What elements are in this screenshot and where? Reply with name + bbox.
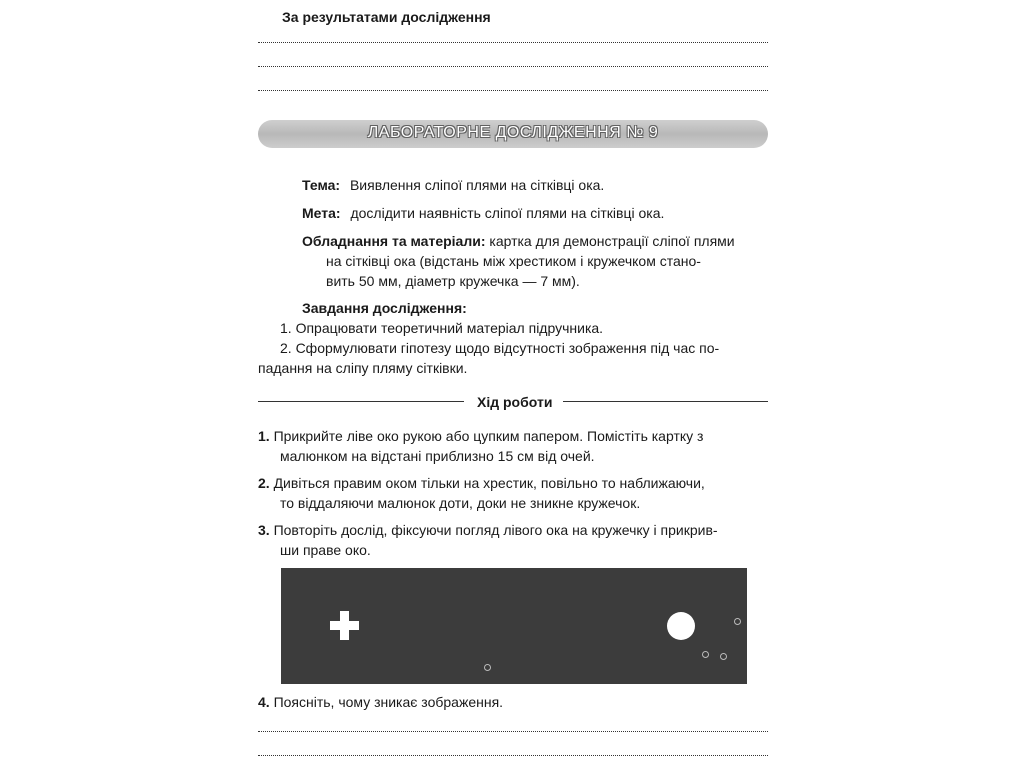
topic-label: Тема:	[302, 177, 341, 193]
step-4	[258, 693, 503, 711]
circle-dot	[667, 612, 695, 640]
procedure-rule-right	[563, 401, 768, 402]
answer-line	[258, 755, 768, 756]
step-1	[258, 427, 703, 445]
goal-text: дослідити наявність сліпої плями на сітківці ока.	[350, 205, 665, 221]
equipment-text-line3: вить 50 мм, діаметр кружечка — 7 мм).	[326, 273, 580, 289]
step-number: 2.	[258, 475, 270, 491]
answer-line	[258, 66, 768, 67]
answer-line	[258, 90, 768, 91]
speck	[734, 618, 741, 625]
answer-line	[258, 42, 768, 43]
equipment-text-line1: картка для демонстрації сліпої плями	[489, 233, 735, 249]
equipment-text-line2: на сітківці ока (відстань між хрестиком і кружечком стано-	[326, 253, 701, 269]
tasks-heading: Завдання дослідження:	[302, 300, 467, 316]
procedure-heading: Хід роботи	[477, 394, 553, 410]
task-item-2-line2: падання на сліпу пляму сітківки.	[258, 360, 468, 376]
equipment-row	[302, 232, 735, 250]
step-2	[258, 474, 705, 492]
step-1-line2: малюнком на відстані приблизно 15 см від очей.	[280, 448, 595, 464]
topic-text: Виявлення сліпої плями на сітківці ока.	[349, 177, 605, 193]
answer-line	[258, 731, 768, 732]
task-item-1: 1. Опрацювати теоретичний матеріал підручника.	[280, 320, 604, 336]
goal-row	[302, 204, 664, 222]
step-number: 4.	[258, 694, 270, 710]
results-heading: За результатами дослідження	[282, 9, 491, 25]
step-number: 1.	[258, 428, 270, 444]
step-text: Повторіть дослід, фіксуючи погляд лівого ока на кружечку і прикрив-	[273, 522, 718, 538]
procedure-rule-left	[258, 401, 464, 402]
step-number: 3.	[258, 522, 270, 538]
task-item-2-line1: 2. Сформулювати гіпотезу щодо відсутності зображення під час по-	[280, 340, 720, 356]
goal-label: Мета:	[302, 205, 341, 221]
lab-title: ЛАБОРАТОРНЕ ДОСЛІДЖЕННЯ № 9	[367, 124, 659, 141]
speck	[702, 651, 709, 658]
step-2-line2: то віддаляючи малюнок доти, доки не зникне кружечок.	[280, 495, 641, 511]
lab-title-banner	[258, 120, 768, 148]
speck	[484, 664, 491, 671]
step-3	[258, 521, 718, 539]
step-3-line2: ши праве око.	[280, 542, 371, 558]
cross-icon-bar	[330, 621, 359, 630]
equipment-label: Обладнання та матеріали:	[302, 233, 486, 249]
topic-row	[302, 176, 604, 194]
step-text: Поясніть, чому зникає зображення.	[273, 694, 504, 710]
step-text: Дивіться правим оком тільки на хрестик, повільно то наближаючи,	[273, 475, 705, 491]
speck	[720, 653, 727, 660]
step-text: Прикрийте ліве око рукою або цупким папером. Помістіть картку з	[273, 428, 704, 444]
